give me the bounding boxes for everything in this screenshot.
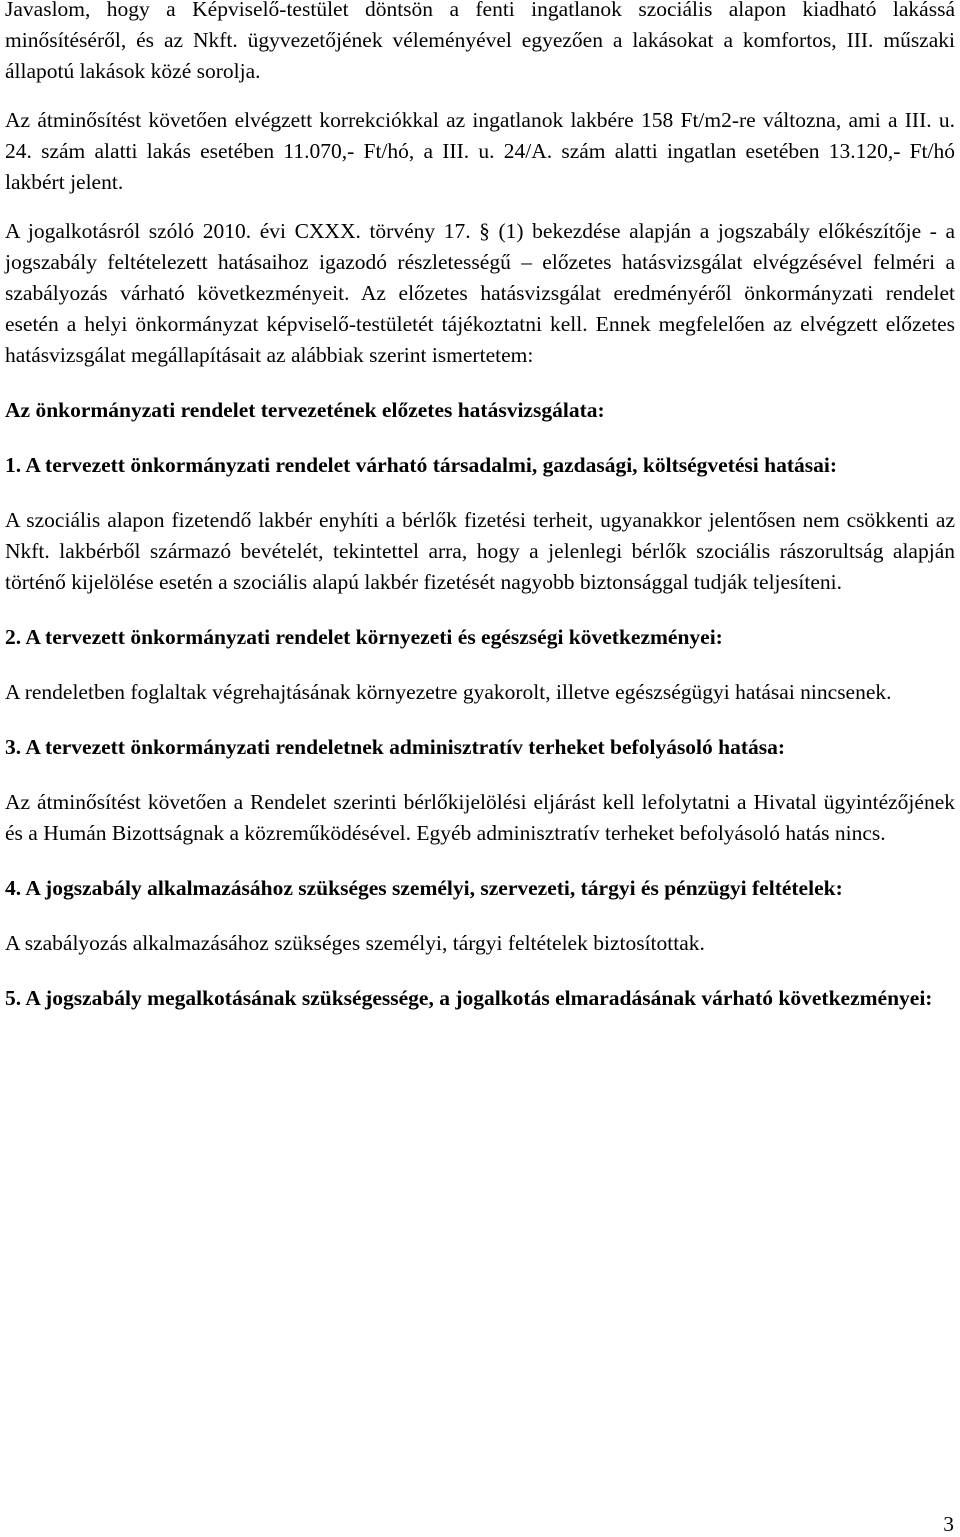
document-page xyxy=(5,0,955,1014)
section-3-body: Az átminősítést követően a Rendelet szerinti bérlőkijelölési eljárást kell lefolytatni a Hivatal ügyintézőjének és a Humán Bizottságnak a közreműködésével. Egyéb adminisztratív terheket befolyásoló hatás nincs. xyxy=(5,790,955,845)
rent-paragraph: Az átminősítést követően elvégzett korrekciókkal az ingatlanok lakbére 158 Ft/m2-re változna, ami a III. u. 24. szám alatti lakás esetében 11.070,- Ft/hó, a III. u. 24/A. szám alatti ingatlan esetében 13.120,- Ft/hó lakbért jelent. xyxy=(5,108,955,194)
section-2-heading: 2. A tervezett önkormányzati rendelet környezeti és egészségi következményei: xyxy=(5,625,723,649)
section-4-body: A szabályozás alkalmazásához szükséges személyi, tárgyi feltételek biztosítottak. xyxy=(5,931,705,955)
section-5-heading: 5. A jogszabály megalkotásának szükségessége, a jogalkotás elmaradásának várható következményei: xyxy=(5,986,933,1010)
section-1-heading: 1. A tervezett önkormányzati rendelet várható társadalmi, gazdasági, költségvetési hatásai: xyxy=(5,453,838,477)
main-heading: Az önkormányzati rendelet tervezetének előzetes hatásvizsgálata: xyxy=(5,398,605,422)
section-3-heading: 3. A tervezett önkormányzati rendeletnek adminisztratív terheket befolyásoló hatása: xyxy=(5,735,786,759)
intro-paragraph: Javaslom, hogy a Képviselő-testület döntsön a fenti ingatlanok szociális alapon kiadható lakássá minősítéséről, és az Nkft. ügyvezetőjének véleményével egyezően a lakásokat a komfortos, III. műszaki állapotú lakások közé sorolja. xyxy=(5,0,955,83)
page-number: 3 xyxy=(943,1512,954,1536)
law-paragraph: A jogalkotásról szóló 2010. évi CXXX. törvény 17. § (1) bekezdése alapján a jogszabály előkészítője - a jogszabály feltételezett hatásaihoz igazodó részletességű – előzetes hatásvizsgálat elvégzésével felméri a szabályozás várható következményeit. Az előzetes hatásvizsgálat eredményéről önkormányzati rendelet esetén a helyi önkormányzat képviselő-testületét tájékoztatni kell. Ennek megfelelően az elvégzett előzetes hatásvizsgálat megállapításait az alábbiak szerint ismertetem: xyxy=(5,219,955,367)
section-4-heading: 4. A jogszabály alkalmazásához szükséges személyi, szervezeti, tárgyi és pénzügyi feltételek: xyxy=(5,876,843,900)
section-2-body: A rendeletben foglaltak végrehajtásának környezetre gyakorolt, illetve egészségügyi hatásai nincsenek. xyxy=(5,680,892,704)
section-1-body: A szociális alapon fizetendő lakbér enyhíti a bérlők fizetési terheit, ugyanakkor jelentősen nem csökkenti az Nkft. lakbérből származó bevételét, tekintettel arra, hogy a jelenlegi bérlők szociális rászorultság alapján történő kijelölése esetén a szociális alapú lakbér fizetését nagyobb biztonsággal tudják teljesíteni. xyxy=(5,508,955,594)
